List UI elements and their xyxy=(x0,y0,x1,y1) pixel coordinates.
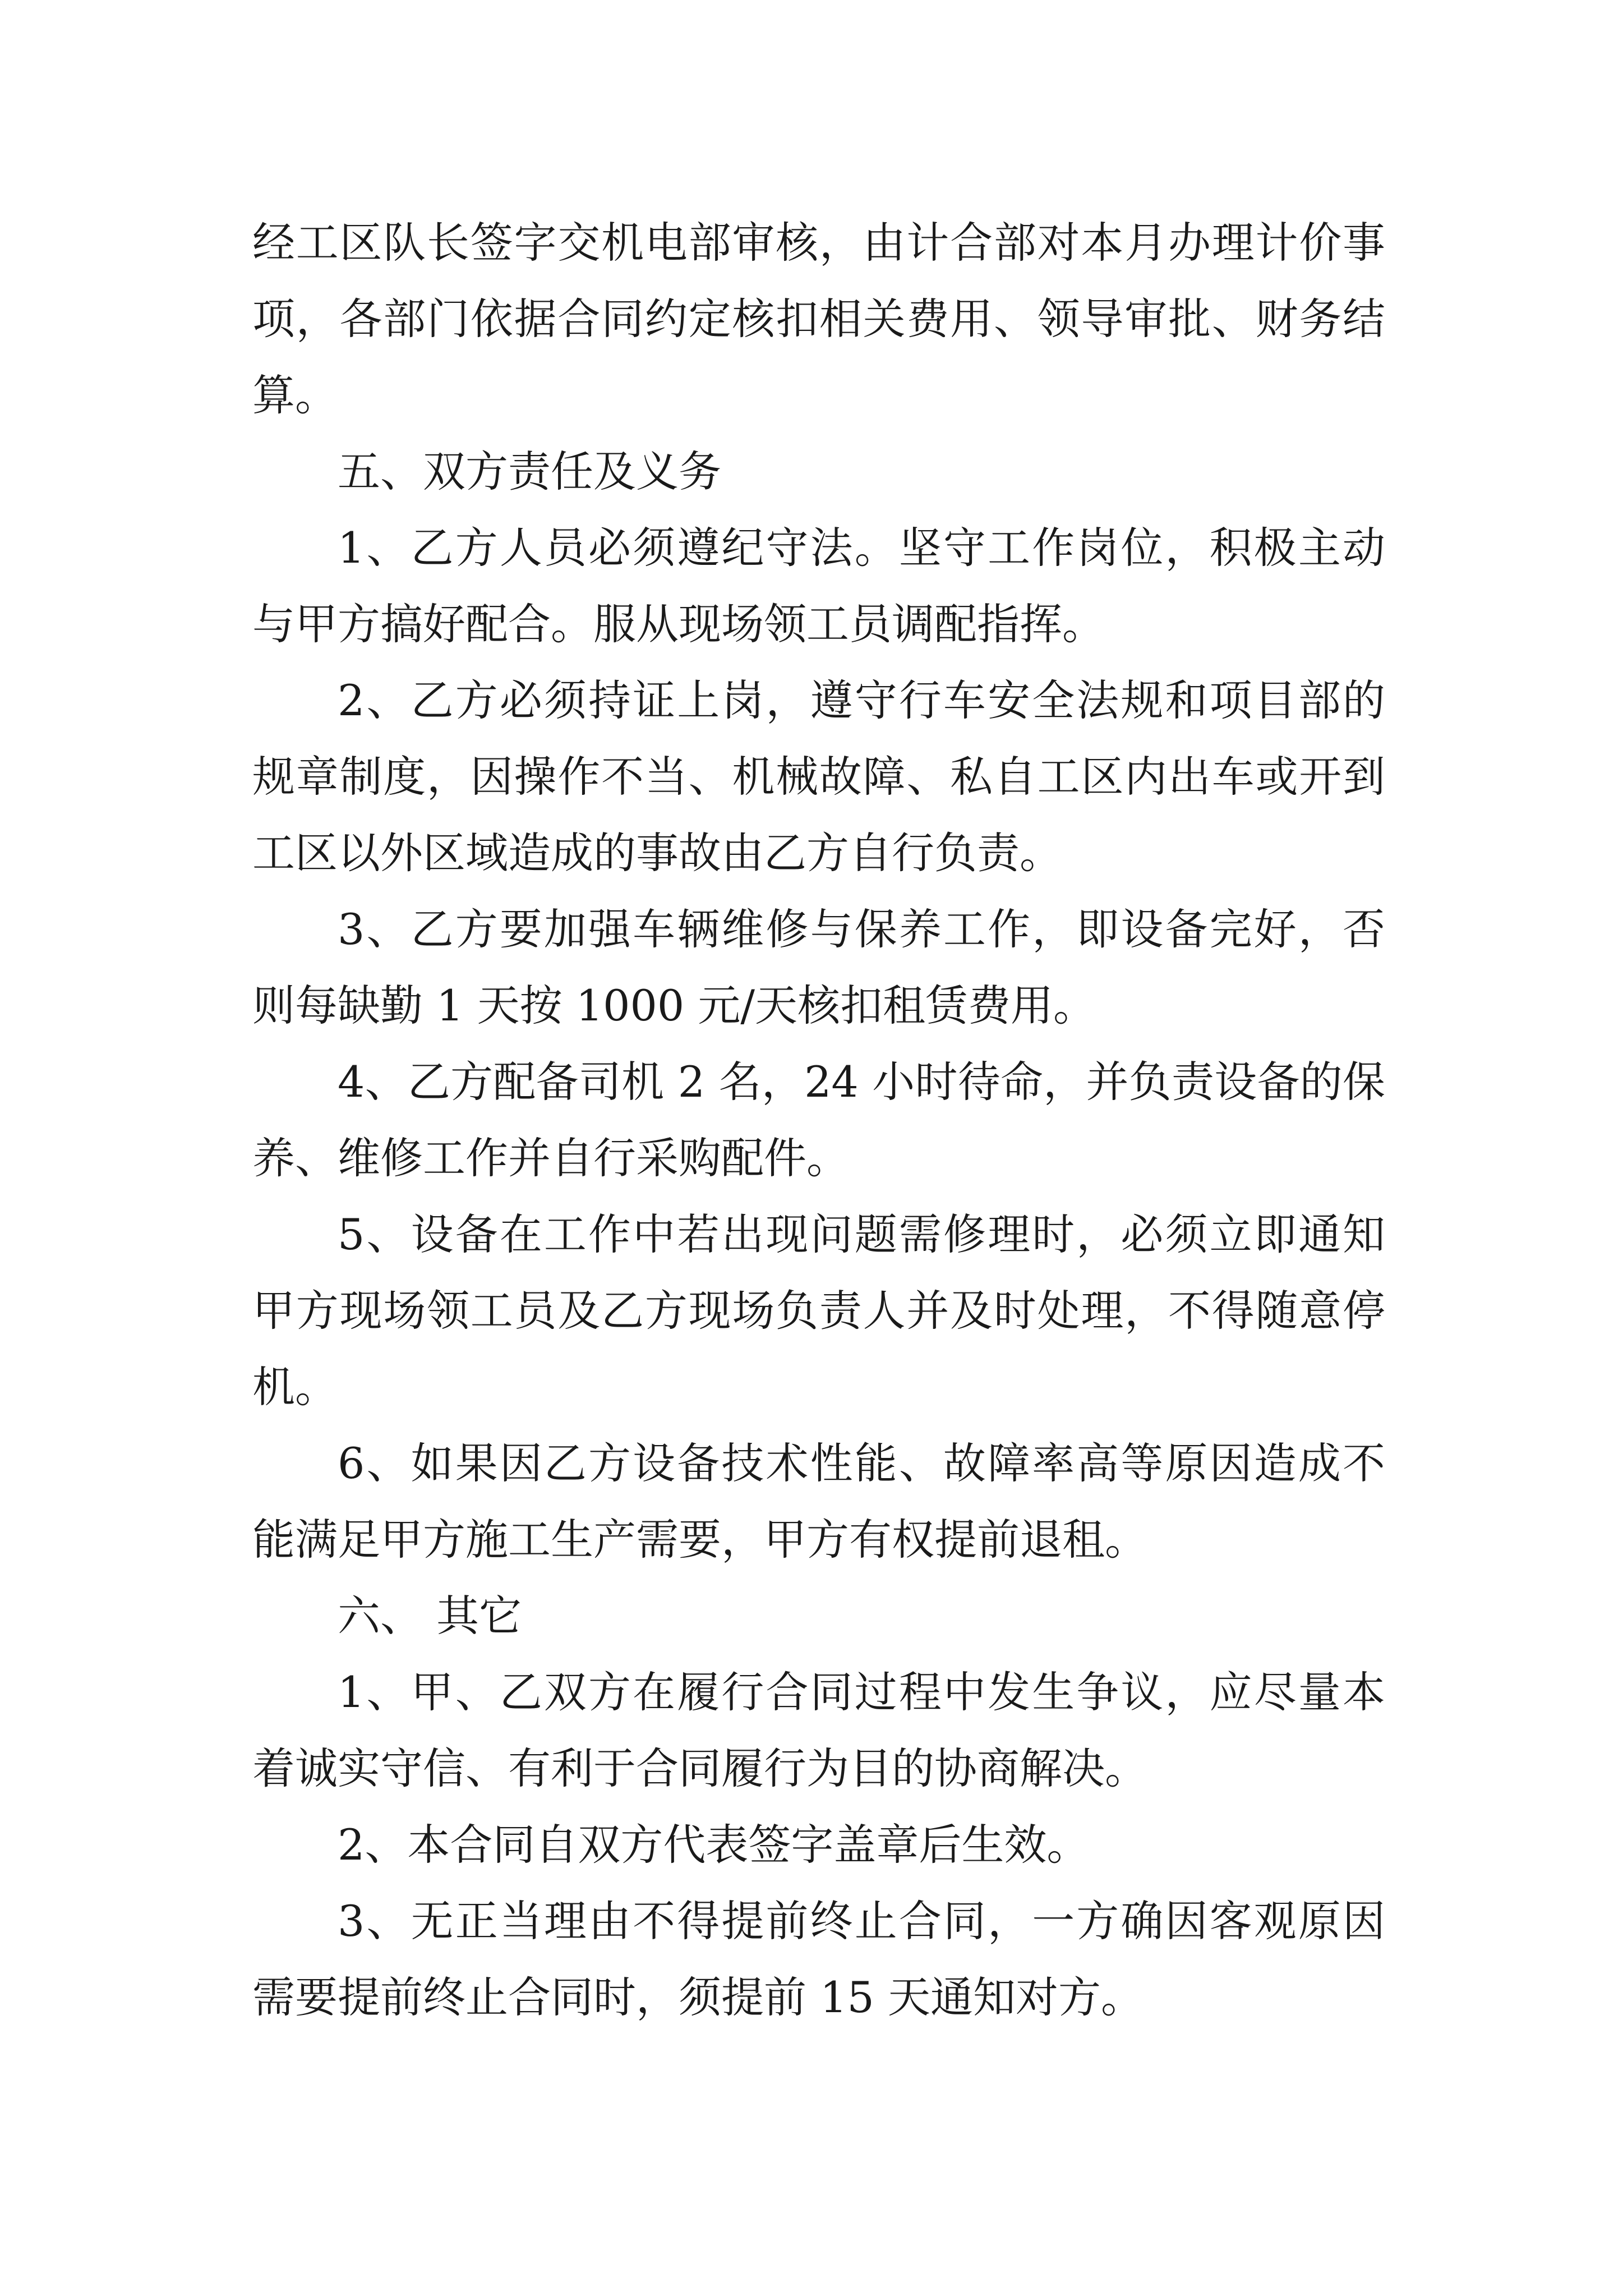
clause-6-2: 2、本合同自双方代表签字盖章后生效。 xyxy=(338,1820,1090,1870)
section-heading-responsibilities: 五、双方责任及义务 xyxy=(338,447,721,496)
clause-5-2: 2、乙方必须持证上岗，遵守行车安全法规和项目部的规章制度，因操作不当、机械故障、私自工区内出车或开到工区以外区域造成的事故由乙方自行负责。 xyxy=(252,675,1385,878)
section-heading-other: 六、 其它 xyxy=(338,1591,522,1641)
document-page xyxy=(252,205,1385,2036)
clause-6-1: 1、甲、乙双方在履行合同过程中发生争议，应尽量本着诚实守信、有利于合同履行为目的协商解决。 xyxy=(252,1667,1385,1793)
clause-5-4: 4、乙方配备司机 2 名，24 小时待命，并负责设备的保养、维修工作并自行采购配件。 xyxy=(252,1057,1385,1183)
clause-5-1: 1、乙方人员必须遵纪守法。坚守工作岗位，积极主动与甲方搞好配合。服从现场领工员调配指挥。 xyxy=(252,523,1385,649)
paragraph-settlement-continued: 经工区队长签字交机电部审核，由计合部对本月办理计价事项，各部门依据合同约定核扣相关费用、领导审批、财务结算。 xyxy=(252,218,1385,420)
clause-6-3: 3、无正当理由不得提前终止合同，一方确因客观原因需要提前终止合同时，须提前 15 天通知对方。 xyxy=(252,1896,1385,2022)
clause-5-6: 6、如果因乙方设备技术性能、故障率高等原因造成不能满足甲方施工生产需要，甲方有权提前退租。 xyxy=(252,1438,1385,1565)
clause-5-3: 3、乙方要加强车辆维修与保养工作，即设备完好，否则每缺勤 1 天按 1000 元/天核扣租赁费用。 xyxy=(252,904,1385,1030)
clause-5-5: 5、设备在工作中若出现问题需修理时，必须立即通知甲方现场领工员及乙方现场负责人并及时处理，不得随意停机。 xyxy=(252,1209,1385,1412)
